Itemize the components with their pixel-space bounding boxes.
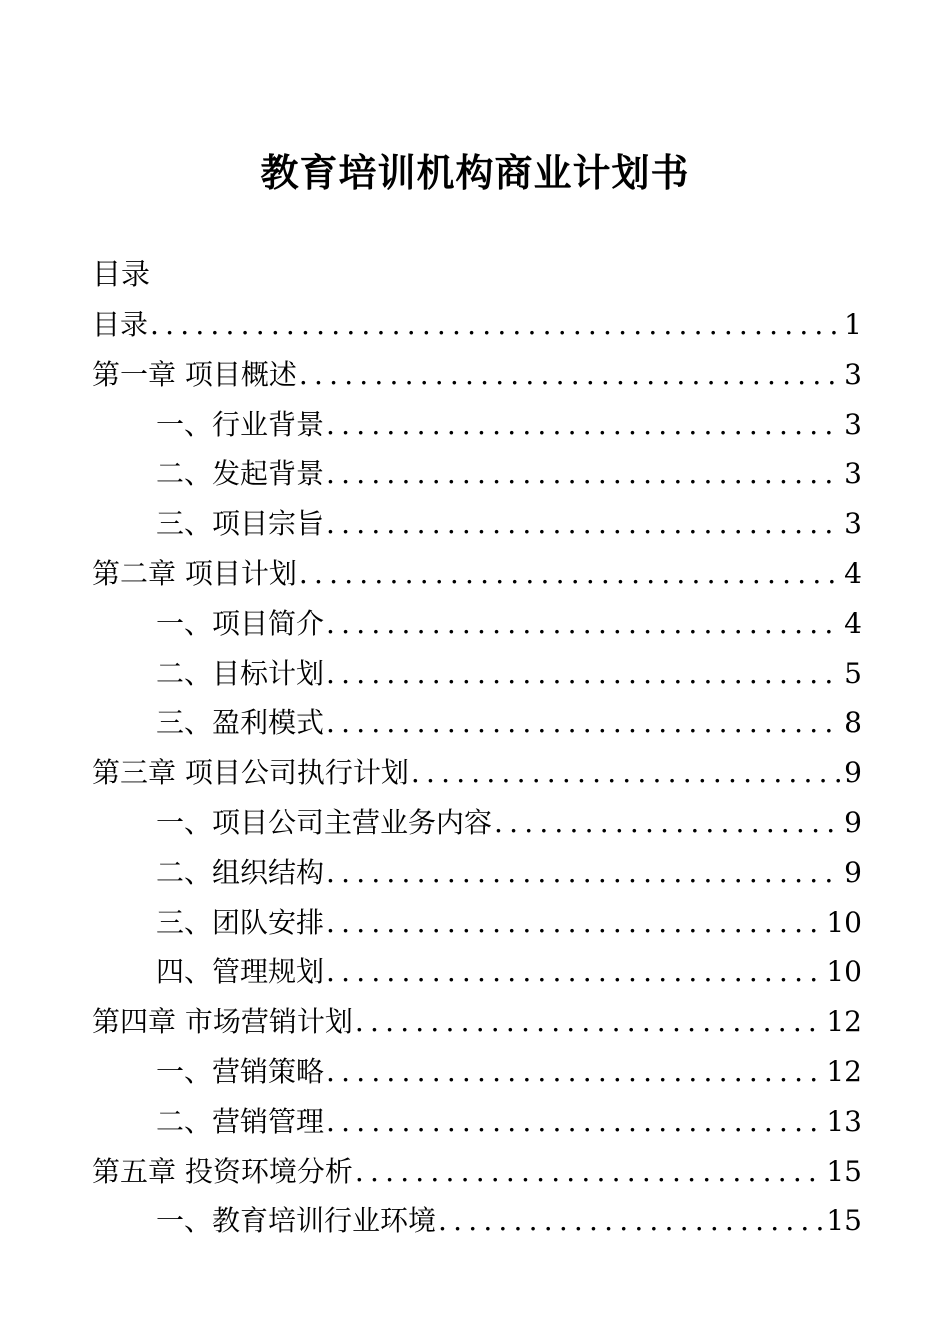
toc-heading: 目录 xyxy=(92,257,151,291)
toc-entry-title: 第二章 项目计划 xyxy=(92,556,297,590)
toc-leader-dots xyxy=(355,1147,824,1197)
toc-page-number: 10 xyxy=(826,905,862,939)
toc-entry-title: 三、团队安排 xyxy=(156,905,325,939)
toc-page-number: 9 xyxy=(844,756,862,790)
toc-page-number: 9 xyxy=(844,805,862,839)
toc-entry-title: 三、盈利模式 xyxy=(156,706,325,740)
toc-entry[interactable] xyxy=(92,300,862,350)
toc-entry[interactable] xyxy=(92,599,862,649)
document-title: 教育培训机构商业计划书 xyxy=(260,151,690,195)
toc-leader-dots xyxy=(326,898,824,948)
toc-entry-title: 二、发起背景 xyxy=(156,457,325,491)
toc-entry-title: 一、教育培训行业环境 xyxy=(156,1204,437,1238)
toc-leader-dots xyxy=(326,449,842,499)
toc-entry-title: 四、管理规划 xyxy=(156,955,325,989)
toc-entry[interactable] xyxy=(92,499,862,549)
toc-page-number: 15 xyxy=(826,1204,862,1238)
toc-entry[interactable] xyxy=(92,1147,862,1197)
toc-entry[interactable] xyxy=(92,1047,862,1097)
toc-leader-dots xyxy=(411,748,842,798)
toc-entry[interactable] xyxy=(92,748,862,798)
toc-entry[interactable] xyxy=(92,947,862,997)
toc-leader-dots xyxy=(299,549,842,599)
toc-entry[interactable] xyxy=(92,350,862,400)
toc-page-number: 3 xyxy=(844,457,862,491)
toc-leader-dots xyxy=(299,350,842,400)
toc-entry[interactable] xyxy=(92,649,862,699)
toc-page-number: 3 xyxy=(844,407,862,441)
toc-page-number: 13 xyxy=(826,1104,862,1138)
toc-entry-title: 二、组织结构 xyxy=(156,855,325,889)
toc-entry-title: 二、目标计划 xyxy=(156,656,325,690)
toc-page-number: 3 xyxy=(844,357,862,391)
toc-entry[interactable] xyxy=(92,698,862,748)
toc-page-number: 12 xyxy=(826,1005,862,1039)
toc-leader-dots xyxy=(326,1097,824,1147)
toc-entry[interactable] xyxy=(92,400,862,450)
toc-page-number: 4 xyxy=(844,606,862,640)
toc-page-number: 8 xyxy=(844,706,862,740)
toc-entry[interactable] xyxy=(92,1097,862,1147)
toc-leader-dots xyxy=(326,947,824,997)
table-of-contents xyxy=(92,300,862,1246)
toc-leader-dots xyxy=(326,1047,824,1097)
toc-leader-dots xyxy=(150,300,842,350)
toc-entry-title: 一、项目简介 xyxy=(156,606,325,640)
toc-page-number: 10 xyxy=(826,955,862,989)
toc-leader-dots xyxy=(326,599,842,649)
toc-leader-dots xyxy=(494,798,842,848)
toc-entry[interactable] xyxy=(92,898,862,948)
toc-leader-dots xyxy=(326,400,842,450)
toc-page-number: 12 xyxy=(826,1054,862,1088)
toc-entry[interactable] xyxy=(92,549,862,599)
toc-page-number: 9 xyxy=(844,855,862,889)
toc-page-number: 1 xyxy=(844,308,862,341)
toc-entry-title: 第五章 投资环境分析 xyxy=(92,1154,353,1188)
toc-page-number: 5 xyxy=(844,656,862,690)
toc-entry-title: 二、营销管理 xyxy=(156,1104,325,1138)
toc-page-number: 15 xyxy=(826,1154,862,1188)
toc-entry-title: 目录 xyxy=(92,308,149,341)
toc-leader-dots xyxy=(326,649,842,699)
toc-entry-title: 三、项目宗旨 xyxy=(156,507,325,541)
toc-entry-title: 第四章 市场营销计划 xyxy=(92,1005,353,1039)
toc-page-number: 4 xyxy=(844,556,862,590)
toc-entry-title: 第一章 项目概述 xyxy=(92,357,297,391)
toc-entry-title: 一、行业背景 xyxy=(156,407,325,441)
toc-entry-title: 第三章 项目公司执行计划 xyxy=(92,756,409,790)
toc-entry-title: 一、营销策略 xyxy=(156,1054,325,1088)
toc-entry[interactable] xyxy=(92,848,862,898)
toc-leader-dots xyxy=(326,698,842,748)
toc-entry-title: 一、项目公司主营业务内容 xyxy=(156,805,493,839)
toc-entry[interactable] xyxy=(92,798,862,848)
toc-entry[interactable] xyxy=(92,1196,862,1246)
toc-page-number: 3 xyxy=(844,507,862,541)
toc-leader-dots xyxy=(438,1196,824,1246)
toc-leader-dots xyxy=(355,997,824,1047)
toc-entry[interactable] xyxy=(92,449,862,499)
toc-entry[interactable] xyxy=(92,997,862,1047)
toc-leader-dots xyxy=(326,499,842,549)
toc-leader-dots xyxy=(326,848,842,898)
